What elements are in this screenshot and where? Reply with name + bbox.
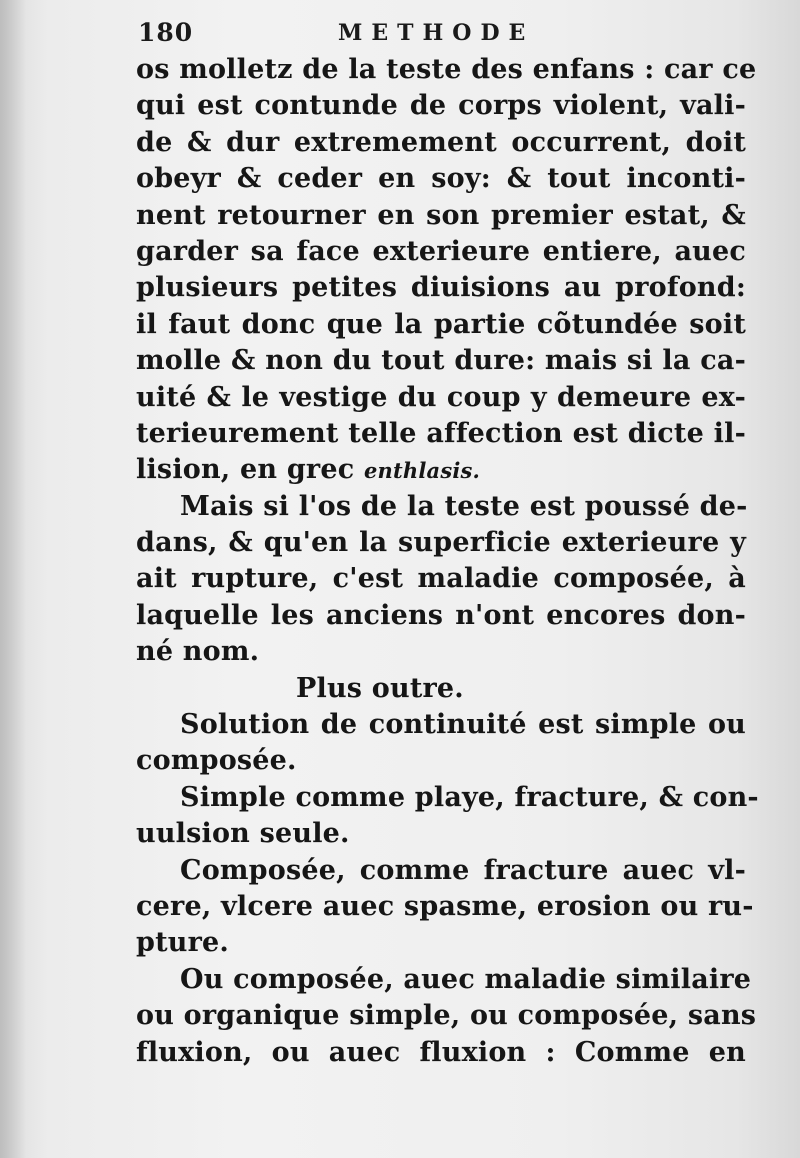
- text-line: qui est contunde de corps violent, vali-: [136, 90, 746, 122]
- subheading: Plus outre.: [296, 672, 464, 704]
- text-line: nent retourner en son premier estat, &: [136, 199, 746, 231]
- text-line: Solution de continuité est simple ou: [180, 709, 746, 741]
- page-number: 180: [138, 18, 194, 47]
- greek-term-italic: enthlasis.: [363, 458, 481, 484]
- text-line: os molletz de la teste des enfans : car ce: [136, 54, 757, 85]
- body-text: [136, 52, 759, 1071]
- text-line: terieurement telle affection est dicte il-: [136, 417, 746, 449]
- text-line: uité & le vestige du coup y demeure ex-: [136, 381, 746, 413]
- text-line: dans, & qu'en la superficie exterieure y: [136, 527, 746, 559]
- text-line: plusieurs petites diuisions au profond:: [136, 272, 746, 304]
- text-line: Simple comme playe, fracture, & con-: [180, 781, 759, 813]
- text-line: Composée, comme fracture auec vl-: [180, 854, 746, 886]
- text-line: pture.: [136, 927, 229, 959]
- text-line: molle & non du tout dure: mais si la ca-: [136, 345, 746, 377]
- text-line: laquelle les anciens n'ont encores don-: [136, 599, 746, 631]
- text-line: fluxion, ou auec fluxion : Comme en: [136, 1036, 746, 1068]
- text-line: Mais si l'os de la teste est poussé de-: [180, 490, 748, 522]
- text-line: ou organique simple, ou composée, sans: [136, 1000, 757, 1032]
- page-header: [138, 18, 748, 50]
- text-line: [136, 452, 746, 488]
- text-line: né nom.: [136, 636, 260, 668]
- text-line: composée.: [136, 745, 297, 777]
- running-head: METHODE: [338, 20, 535, 46]
- text-line: ait rupture, c'est maladie composée, à: [136, 563, 746, 595]
- text-line: cere, vlcere auec spasme, erosion ou ru-: [136, 890, 754, 922]
- text-line-plain: lision, en grec: [136, 454, 364, 486]
- text-line: garder sa face exterieure entiere, auec: [136, 235, 746, 267]
- page-gutter-shadow: [0, 0, 26, 1158]
- text-line: Ou composée, auec maladie similaire: [180, 963, 752, 995]
- text-line: il faut donc que la partie cõtundée soit: [136, 308, 746, 340]
- text-line: obeyr & ceder en soy: & tout inconti-: [136, 163, 746, 195]
- text-line: uulsion seule.: [136, 818, 350, 850]
- text-line: de & dur extremement occurrent, doit: [136, 126, 746, 158]
